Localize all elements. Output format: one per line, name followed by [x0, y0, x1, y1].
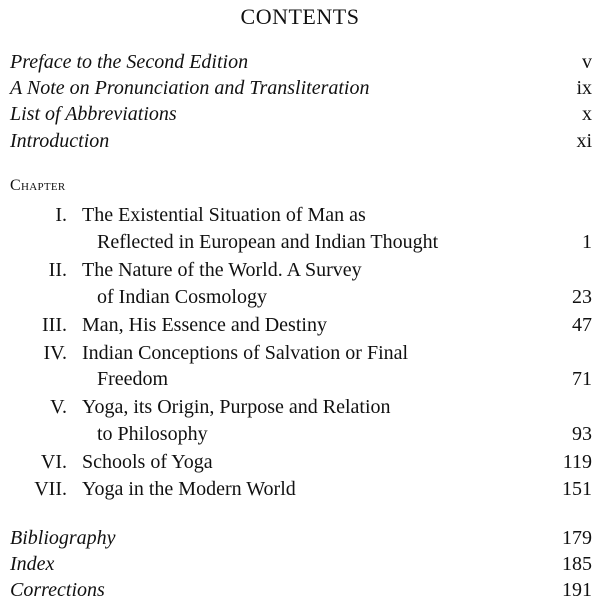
chapter-entry-continuation [0, 421, 600, 447]
chapter-number: III. [42, 314, 67, 336]
toc-entry-page: 179 [562, 527, 592, 549]
toc-entry [0, 49, 600, 75]
toc-entry-page: 191 [562, 579, 592, 601]
chapter-number: I. [55, 204, 67, 226]
toc-entry-page: v [582, 51, 592, 73]
toc-entry [0, 128, 600, 154]
toc-entry [0, 525, 600, 551]
chapter-entry [0, 449, 600, 475]
toc-entry-label: Introduction [10, 130, 110, 152]
chapter-number: V. [50, 396, 67, 418]
chapter-entry [0, 476, 600, 502]
chapter-title: The Nature of the World. A Survey [82, 259, 362, 281]
chapter-entry-continuation [0, 284, 600, 310]
chapter-entry [0, 340, 600, 366]
chapter-title: Schools of Yoga [82, 451, 213, 473]
toc-entry-label: List of Abbreviations [10, 103, 177, 125]
chapter-title-continuation: Freedom [97, 368, 169, 390]
toc-entry-page: xi [576, 130, 592, 152]
chapter-number: IV. [43, 342, 67, 364]
chapter-number: VII. [34, 478, 67, 500]
toc-entry [0, 577, 600, 603]
chapter-title-continuation: Reflected in European and Indian Thought [97, 231, 439, 253]
chapter-title: Man, His Essence and Destiny [82, 314, 327, 336]
chapter-page: 1 [582, 231, 592, 253]
chapter-title: Indian Conceptions of Salvation or Final [82, 342, 409, 364]
chapter-title: Yoga in the Modern World [82, 478, 296, 500]
chapter-page: 23 [572, 286, 592, 308]
chapter-title-continuation: to Philosophy [97, 423, 208, 445]
chapter-page: 119 [562, 451, 592, 473]
chapter-entry [0, 257, 600, 283]
toc-entry-page: 185 [562, 553, 592, 575]
page-title: CONTENTS [240, 4, 360, 29]
chapter-title-continuation: of Indian Cosmology [97, 286, 267, 308]
chapter-number: II. [48, 259, 67, 281]
toc-entry-label: A Note on Pronunciation and Transliteration [10, 77, 370, 99]
toc-entry [0, 75, 600, 101]
chapter-heading: Chapter [10, 177, 66, 194]
chapter-page: 71 [572, 368, 592, 390]
chapter-entry [0, 394, 600, 420]
chapter-title: Yoga, its Origin, Purpose and Relation [82, 396, 391, 418]
toc-entry-label: Corrections [10, 579, 105, 601]
toc-entry-page: x [582, 103, 592, 125]
chapter-entry [0, 312, 600, 338]
chapter-title: The Existential Situation of Man as [82, 204, 366, 226]
toc-entry-label: Bibliography [10, 527, 116, 549]
toc-entry-page: ix [576, 77, 592, 99]
chapter-number: VI. [40, 451, 67, 473]
chapter-entry [0, 202, 600, 228]
toc-entry-label: Index [10, 553, 55, 575]
chapter-page: 151 [562, 478, 592, 500]
chapter-page: 47 [572, 314, 592, 336]
toc-entry [0, 101, 600, 127]
chapter-entry-continuation [0, 229, 600, 255]
chapter-entry-continuation [0, 366, 600, 392]
chapter-page: 93 [572, 423, 592, 445]
toc-entry-label: Preface to the Second Edition [10, 51, 249, 73]
toc-entry [0, 551, 600, 577]
